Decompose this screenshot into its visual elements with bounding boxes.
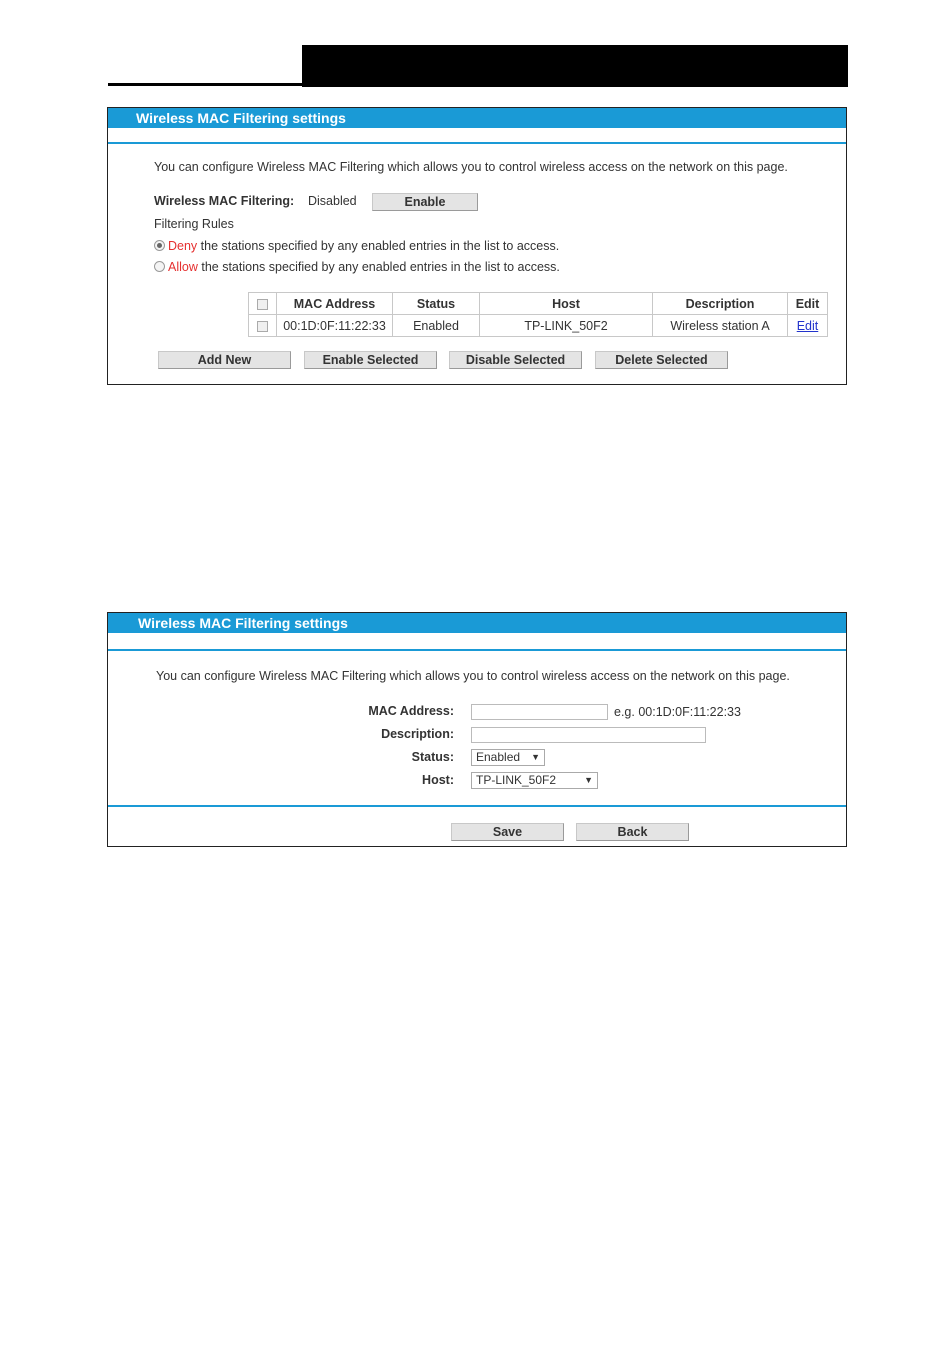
enable-button[interactable]: Enable xyxy=(372,193,478,211)
filtering-label: Wireless MAC Filtering: xyxy=(154,194,295,208)
mac-address-label: MAC Address: xyxy=(368,704,454,718)
header-bar xyxy=(302,45,848,87)
deny-text: the stations specified by any enabled entries in the list to access. xyxy=(197,239,560,253)
title-divider xyxy=(108,633,846,651)
chevron-down-icon: ▼ xyxy=(584,775,593,785)
status-select[interactable] xyxy=(471,749,545,766)
back-button[interactable]: Back xyxy=(576,823,689,841)
table-row xyxy=(249,315,828,337)
host-select-value: TP-LINK_50F2 xyxy=(476,773,557,787)
header-mac-address: MAC Address xyxy=(277,293,393,315)
host-select[interactable] xyxy=(471,772,598,789)
row-mac-address: 00:1D:0F:11:22:33 xyxy=(277,315,393,337)
allow-radio[interactable] xyxy=(154,261,165,272)
status-label: Status: xyxy=(411,750,454,764)
header-rule xyxy=(108,83,302,86)
panel-title: Wireless MAC Filtering settings xyxy=(108,108,846,128)
status-select-value: Enabled xyxy=(476,750,521,764)
mac-filter-table xyxy=(248,292,828,337)
panel-title: Wireless MAC Filtering settings xyxy=(108,613,846,633)
row-description: Wireless station A xyxy=(653,315,788,337)
host-label: Host: xyxy=(422,773,454,787)
edit-link[interactable]: Edit xyxy=(796,318,819,333)
row-edit-cell xyxy=(788,315,828,337)
select-all-cell xyxy=(249,293,277,315)
table-header-row xyxy=(249,293,828,315)
row-host: TP-LINK_50F2 xyxy=(480,315,653,337)
header-description: Description xyxy=(653,293,788,315)
description-label: Description: xyxy=(381,727,454,741)
title-divider xyxy=(108,128,846,144)
filtering-rules-heading: Filtering Rules xyxy=(154,217,234,231)
allow-text: the stations specified by any enabled entries in the list to access. xyxy=(197,260,560,274)
deny-rule-option[interactable] xyxy=(154,239,559,253)
add-new-button[interactable]: Add New xyxy=(158,351,291,369)
row-select-cell xyxy=(249,315,277,337)
mac-address-example: e.g. 00:1D:0F:11:22:33 xyxy=(614,705,741,719)
enable-selected-button[interactable]: Enable Selected xyxy=(304,351,437,369)
deny-word: Deny xyxy=(168,239,198,253)
header-status: Status xyxy=(393,293,480,315)
row-status: Enabled xyxy=(393,315,480,337)
description-input[interactable] xyxy=(471,727,706,743)
filtering-status: Disabled xyxy=(308,194,357,208)
add-entry-panel xyxy=(107,612,847,847)
footer-divider xyxy=(108,805,846,807)
header-host: Host xyxy=(480,293,653,315)
save-button[interactable]: Save xyxy=(451,823,564,841)
deny-radio[interactable] xyxy=(154,240,165,251)
page-description: You can configure Wireless MAC Filtering which allows you to control wireless access on the network on this page. xyxy=(156,669,790,683)
chevron-down-icon: ▼ xyxy=(531,752,540,762)
allow-rule-option[interactable] xyxy=(154,260,560,274)
select-all-checkbox[interactable] xyxy=(257,299,268,310)
allow-word: Allow xyxy=(168,260,198,274)
row-checkbox[interactable] xyxy=(257,321,268,332)
header-edit: Edit xyxy=(788,293,828,315)
disable-selected-button[interactable]: Disable Selected xyxy=(449,351,582,369)
mac-address-input[interactable] xyxy=(471,704,608,720)
delete-selected-button[interactable]: Delete Selected xyxy=(595,351,728,369)
mac-filtering-panel xyxy=(107,107,847,385)
page-description: You can configure Wireless MAC Filtering which allows you to control wireless access on the network on this page. xyxy=(154,160,788,174)
